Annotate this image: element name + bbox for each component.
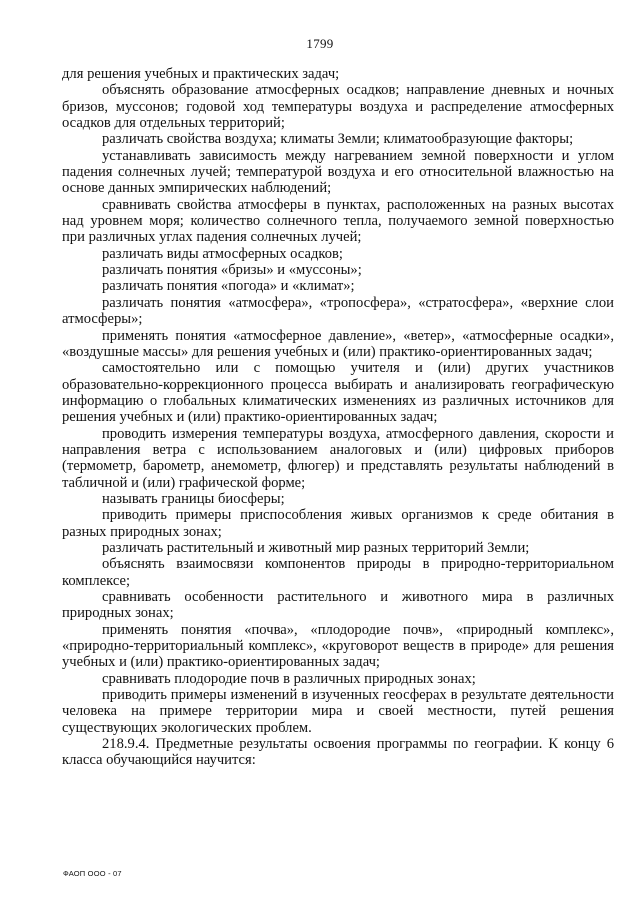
paragraph: различать виды атмосферных осадков; [102,245,343,262]
paragraph: различать растительный и животный мир разных территорий Земли; [102,539,530,556]
paragraph: сравнивать плодородие почв в различных природных зонах; [102,670,476,687]
section-heading-paragraph: 218.9.4. Предметные результаты освоения программы по географии. К концу 6 класса обучающийся научится: [62,736,614,769]
paragraph: различать понятия «бризы» и «муссоны»; [102,262,362,279]
paragraph: проводить измерения температуры воздуха, атмосферного давления, скорости и направления ветра с использованием аналоговых и (или) цифровых приборов (термометр, барометр, анемометр, флюгер) и представлять результаты наблюдений в табличной и (или) графической форме; [62,425,614,491]
paragraph: различать свойства воздуха; климаты Земли; климатообразующие факторы; [102,131,574,148]
paragraph: объяснять взаимосвязи компонентов природы в природно-территориальном комплексе; [62,556,614,589]
paragraph: сравнивать особенности растительного и животного мира в различных природных зонах; [62,589,614,622]
paragraph: различать понятия «атмосфера», «тропосфера», «стратосфера», «верхние слои атмосферы»; [62,294,614,328]
paragraph: объяснять образование атмосферных осадков; направление дневных и ночных бризов, муссонов; годовой ход температуры воздуха и распределение атмосферных осадков для отдельных территорий; [62,82,614,132]
page-number: 1799 [306,36,334,51]
paragraph: для решения учебных и практических задач; [62,66,340,82]
footer-code: ФАОП ООО - 07 [63,869,122,878]
paragraph: приводить примеры приспособления живых организмов к среде обитания в разных природных зонах; [62,507,614,540]
paragraph: приводить примеры изменений в изученных геосферах в результате деятельности человека на примере территории мира и своей местности, путей решения существующих экологических проблем. [62,687,614,736]
paragraph: сравнивать свойства атмосферы в пунктах, расположенных на разных высотах над уровнем моря; количество солнечного тепла, получаемого земной поверхностью при различных углах падения солнечных лучей; [62,196,614,246]
paragraph: применять понятия «атмосферное давление», «ветер», «атмосферные осадки», «воздушные массы» для решения учебных и (или) практико-ориентированных задач; [62,327,614,360]
paragraph: применять понятия «почва», «плодородие почв», «природный комплекс», «природно-территориальный комплекс», «круговорот веществ в природе» для решения учебных и (или) практико-ориентированных задач; [62,621,614,671]
document-body [62,66,614,769]
paragraph: называть границы биосферы; [102,490,285,507]
paragraph: самостоятельно или с помощью учителя и (или) других участников образовательно-коррекционного процесса выбирать и анализировать географическую информацию о глобальных климатических изменениях из различных источников для решения учебных и (или) практико-ориентированных задач; [62,360,614,426]
paragraph: различать понятия «погода» и «климат»; [102,278,355,295]
paragraph: устанавливать зависимость между нагреванием земной поверхности и углом падения солнечных лучей; температурой воздуха и его относительной влажностью на основе данных эмпирических наблюдений; [62,147,614,197]
